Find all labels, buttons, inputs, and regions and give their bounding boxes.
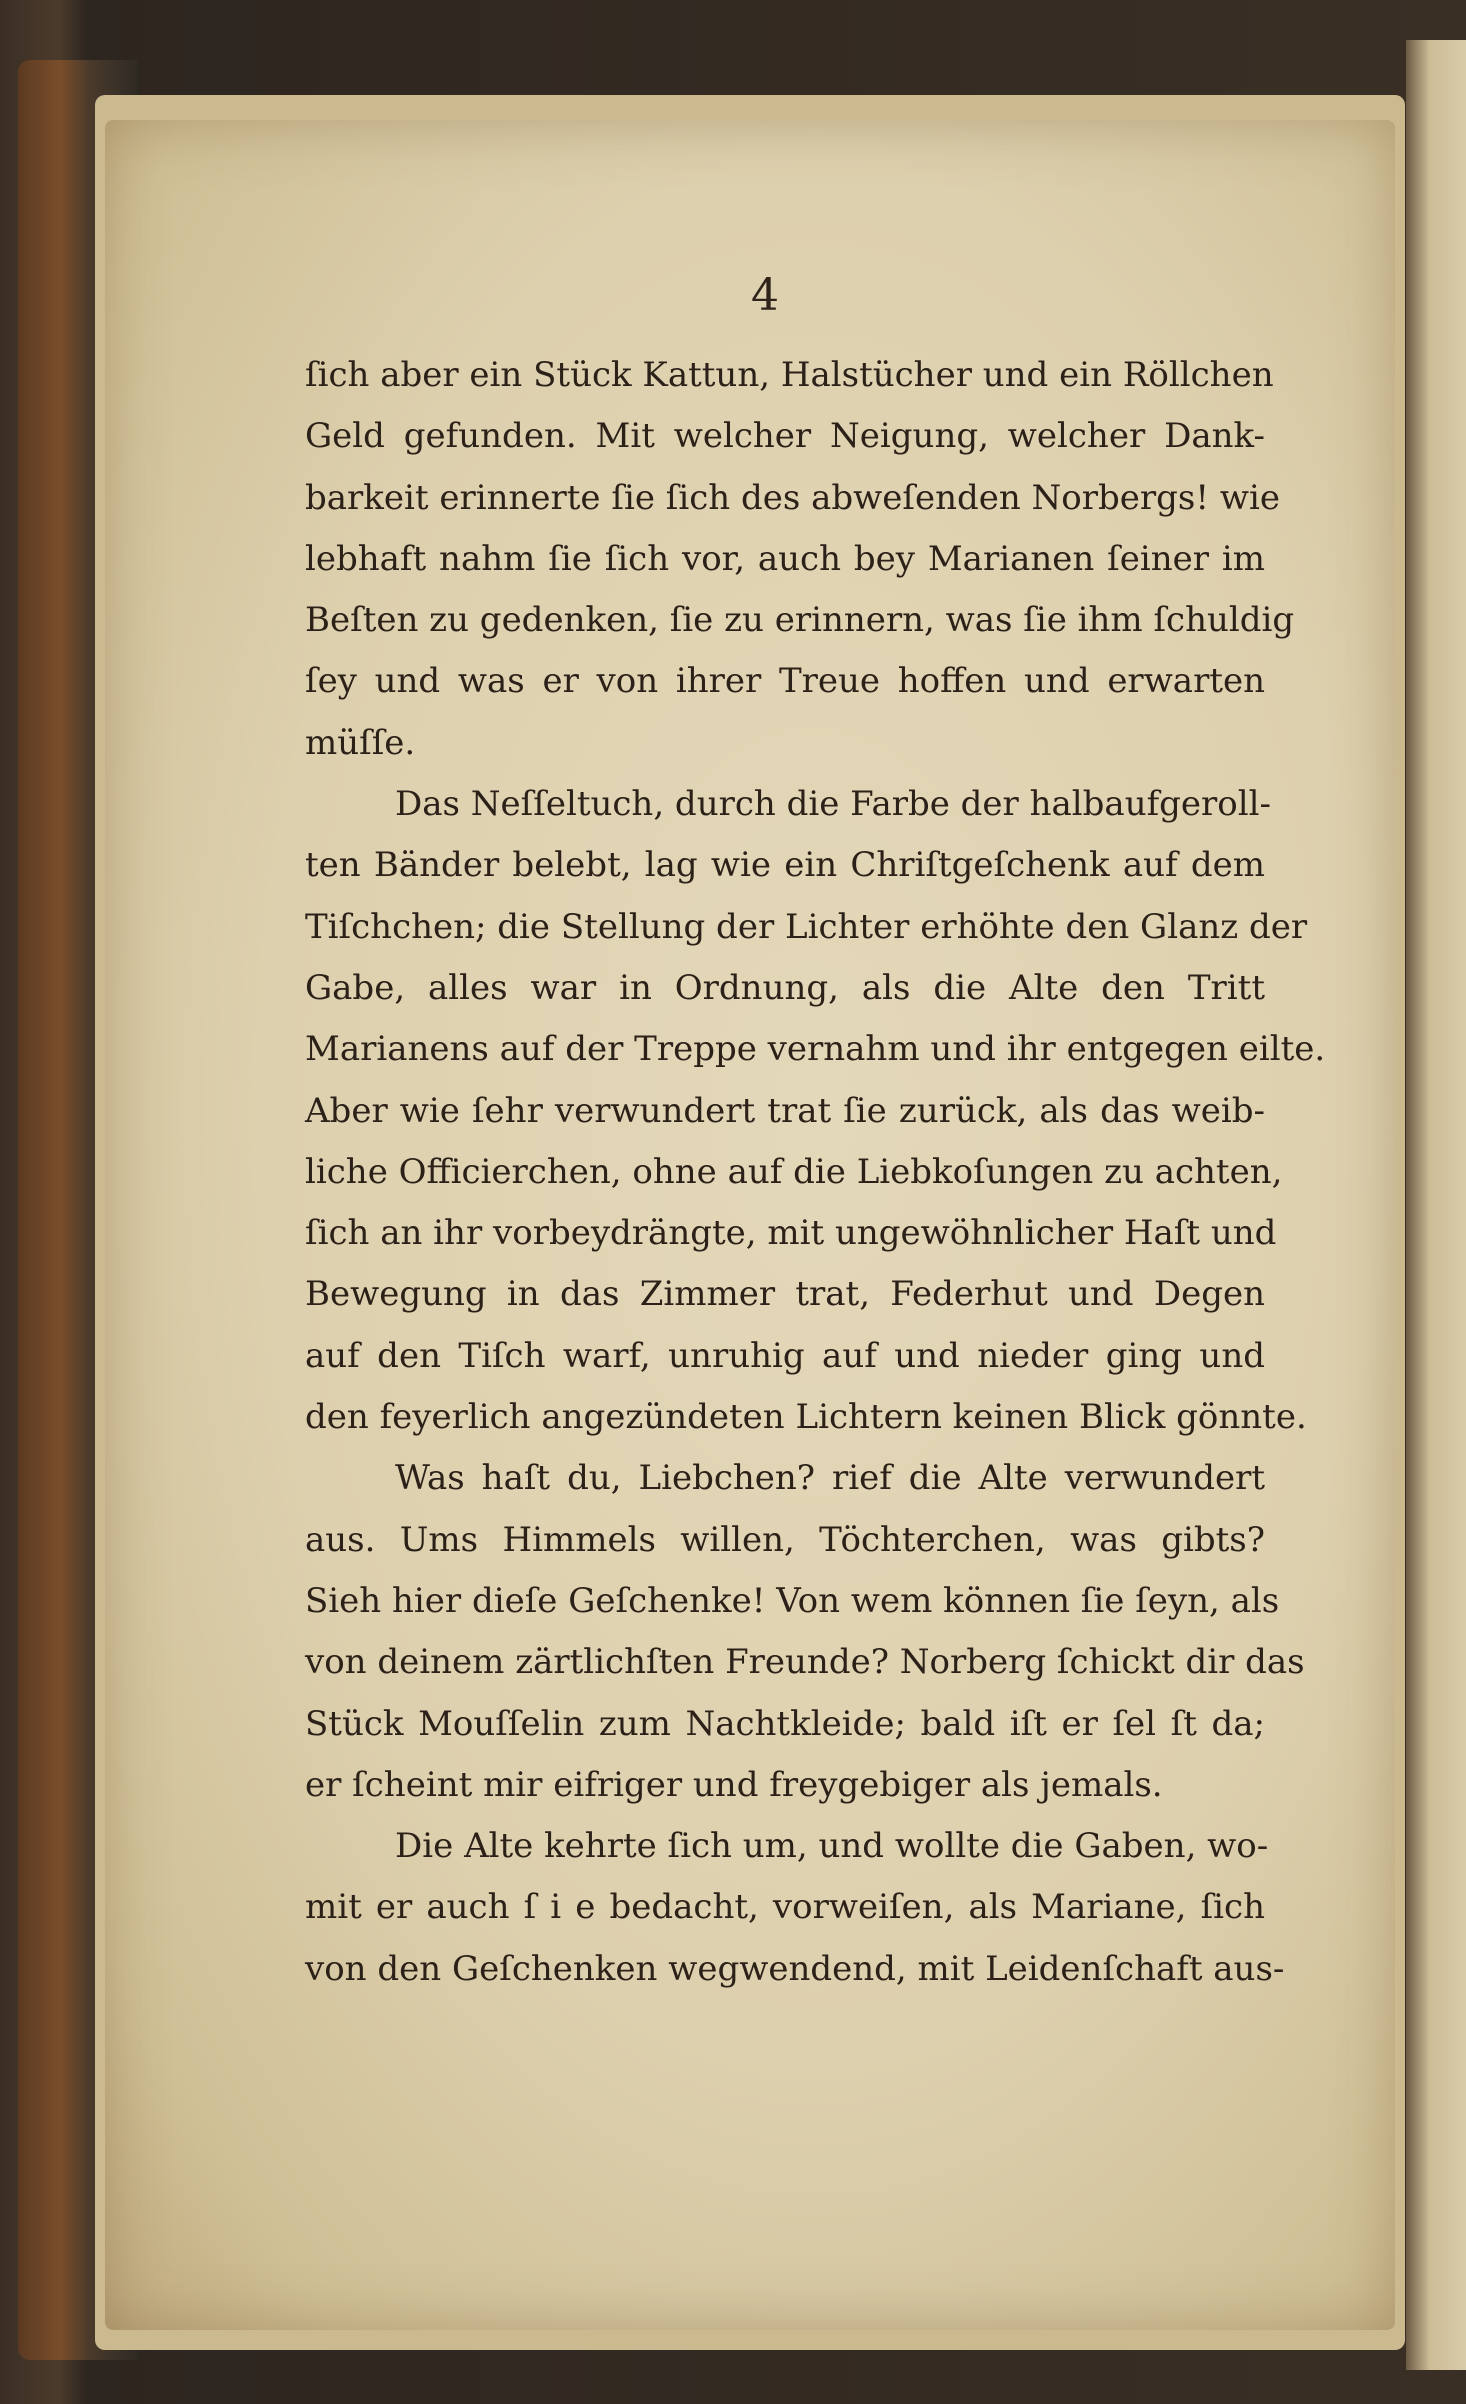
text-line: liche Officierchen, ohne auf die Liebkoſungen zu achten, [305,1151,1283,1192]
text-line: Sieh hier dieſe Geſchenke! Von wem können ſie ſeyn, als [305,1580,1280,1621]
text-line: er ſcheint mir eifriger und freygebiger als jemals. [305,1764,1163,1805]
page-number: 4 [751,270,779,321]
text-line: Tiſchchen; die Stellung der Lichter erhöhte den Glanz der [305,906,1308,947]
text-line: aus. Ums Himmels willen, Töchterchen, was gibts? [305,1519,1265,1560]
text-line: Geld gefunden. Mit welcher Neigung, welcher Dank- [305,416,1265,457]
page-text [305,345,1326,2000]
text-line: müſſe. [305,722,416,763]
text-line: lebhaft nahm ſie ſich vor, auch bey Marianen ſeiner im [305,538,1265,579]
text-line: Was haſt du, Liebchen? rief die Alte verwundert [395,1458,1265,1499]
text-line: auf den Tiſch warf, unruhig auf und nieder ging und [305,1335,1265,1376]
text-line: Marianens auf der Treppe vernahm und ihr entgegen eilte. [305,1029,1326,1070]
text-line: ten Bänder belebt, lag wie ein Chriſtgeſchenk auf dem [305,845,1265,886]
text-line: von deinem zärtlichſten Freunde? Norberg ſchickt dir das [305,1642,1305,1683]
text-line: den feyerlich angezündeten Lichtern keinen Blick gönnte. [305,1397,1307,1438]
text-line: ſich an ihr vorbeydrängte, mit ungewöhnlicher Haſt und [305,1213,1277,1254]
text-line: Beſten zu gedenken, ſie zu erinnern, was ſie ihm ſchuldig [305,600,1295,641]
text-line: ſey und was er von ihrer Treue hoffen und erwarten [305,661,1265,702]
text-line: mit er auch ſ i e bedacht, vorweiſen, als Mariane, ſich [305,1887,1265,1928]
text-line: ſich aber ein Stück Kattun, Halstücher und ein Röllchen [305,355,1274,395]
text-line: Bewegung in das Zimmer trat, Federhut und Degen [305,1274,1265,1315]
text-line: Das Neſſeltuch, durch die Farbe der halbaufgeroll- [395,784,1272,825]
text-line: von den Geſchenken wegwendend, mit Leidenſchaft aus- [305,1948,1285,1989]
text-line: Gabe, alles war in Ordnung, als die Alte den Tritt [305,967,1265,1008]
text-line: Die Alte kehrte ſich um, und wollte die Gaben, wo- [395,1826,1269,1867]
text-line: Aber wie ſehr verwundert trat ſie zurück, als das weib- [305,1090,1265,1131]
text-line: Stück Mouſſelin zum Nachtkleide; bald iſt er ſel ſt da; [305,1703,1265,1744]
facing-page-edge [1406,40,1466,2370]
text-line: barkeit erinnerte ſie ſich des abweſenden Norbergs! wie [305,477,1280,518]
